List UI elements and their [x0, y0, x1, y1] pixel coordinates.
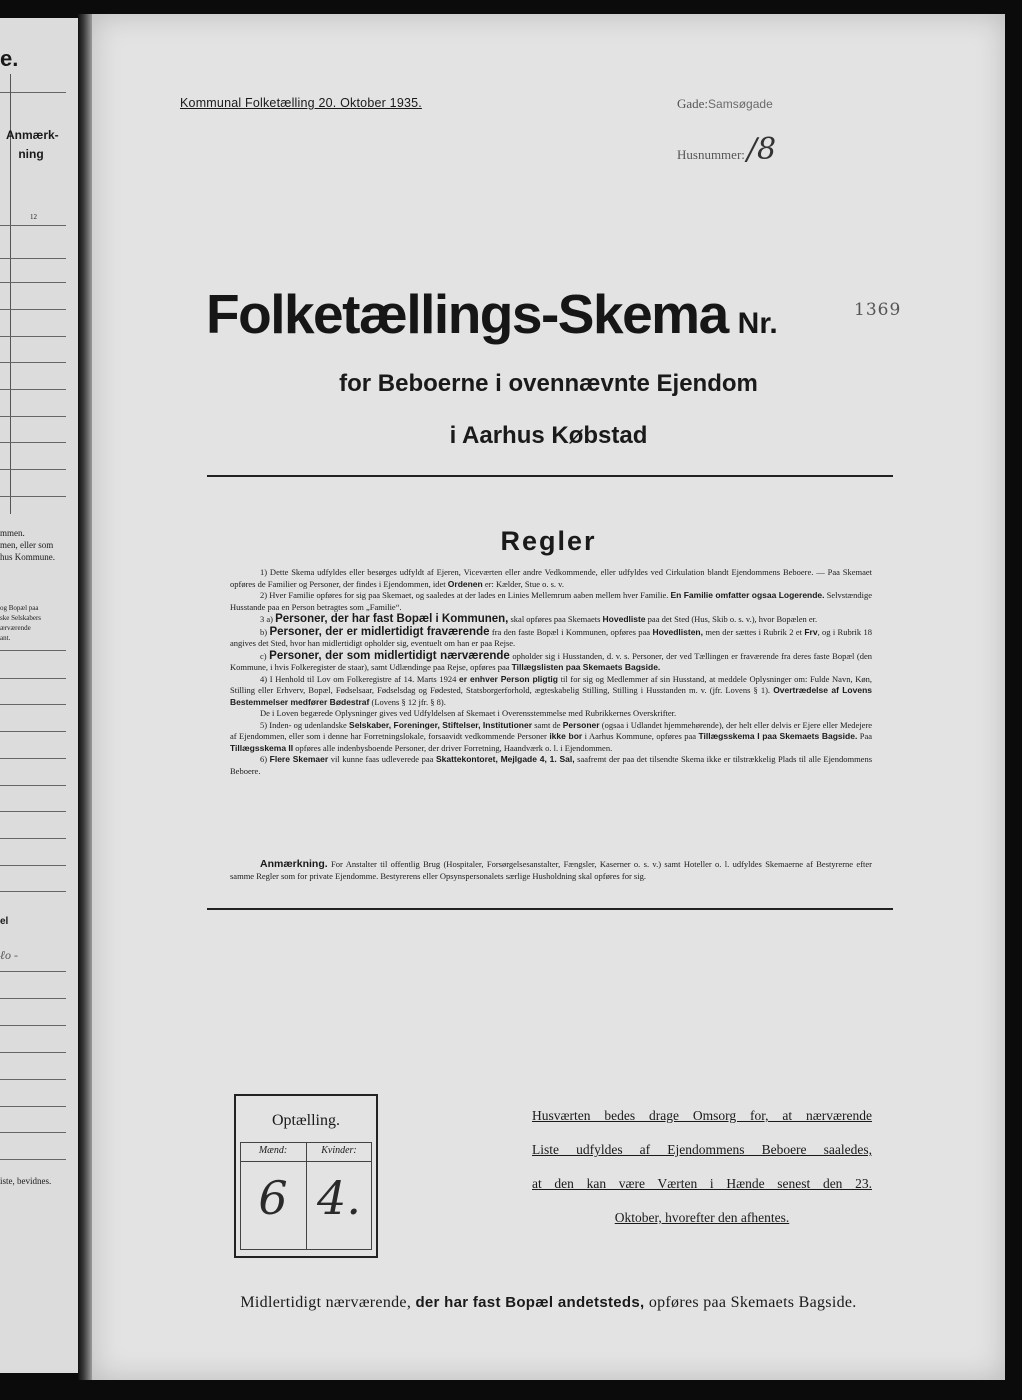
left-page-row-line [0, 998, 66, 999]
left-page-corner-letter: e. [0, 46, 19, 71]
left-page-row-line [0, 442, 66, 443]
notice-line: Oktober, hvorefter den afhentes. [614, 1210, 790, 1225]
landlord-notice [532, 1099, 872, 1235]
rules-heading: Regler [500, 526, 597, 556]
rule-6: 6) Flere Skemaer vil kunne faas udleverede paa Skattekontoret, Mejlgade 4, 1. Sal, saafremt der paa det tilsendte Skema ikke er tilstrækkelig Plads til alle Ejendommens Beboere. [230, 754, 873, 776]
remark-label: Anmærkning. [260, 858, 328, 870]
form-title [206, 282, 778, 346]
count-box [234, 1094, 378, 1258]
notice-line: Husværten bedes drage Omsorg for, at nærværende [532, 1108, 872, 1123]
street-value: Samsøgade [708, 97, 773, 111]
left-page-el-label: el [0, 916, 9, 927]
form-title-main: Folketællings-Skema [206, 283, 728, 345]
remark-text: For Anstalter til offentlig Brug (Hospitaler, Forsørgelsesanstalter, Fængsler, Kaserner o. s. v.) samt Hoteller o. l. udfyldes Skemaerne af Bestyrerne efter samme Regler som for private Ejendomme. Bestyrerens eller Opsynspersonalets særlige Husholdning skal opføres for sig. [230, 859, 872, 881]
left-page-row-line [0, 785, 66, 786]
house-number-field [677, 132, 776, 167]
left-page-row-line [0, 1079, 66, 1080]
house-number-value: /8 [746, 132, 777, 167]
left-page-row-line [0, 891, 66, 892]
women-label: Kvinder: [321, 1145, 357, 1156]
rules-text [230, 567, 872, 777]
footer-pre: Midlertidigt nærværende, [240, 1294, 412, 1311]
left-page-row-line [0, 469, 66, 470]
left-page-row-line [0, 389, 66, 390]
rule-5: 5) Inden- og udenlandske Selskaber, Foreninger, Stiftelser, Institutioner samt de Personer (ogsaa i Udlandet hjemmehørende), der helt eller delvis er Ejere eller Medejere af Ejendommen, eller som i denne har Forretningslokale, forsaavidt vedkommende Personer ikke bor i Aarhus Kommune, opføres paa Tillægsskema I paa Skemaets Bagside. Paa Tillægsskema II opføres alle indenbysboende Personer, der driver Forretning, Haandværk o. l. i Ejendommen. [230, 719, 873, 753]
left-page-note-line: mmen. [0, 528, 25, 538]
notice-line: at den kan være Værten i Hænde senest den 23. [532, 1176, 872, 1191]
left-page-row-line [0, 1106, 66, 1107]
rule-2: 2) Hver Familie opføres for sig paa Skemaet, og saaledes at der lades en Linies Mellemrum aaben mellem hver Familie. En Familie omfatter ogsaa Logerende. Selvstændige Husstande paa en Person betragtes som „Familie“. [230, 590, 872, 612]
left-page-row-line [0, 1159, 66, 1160]
women-count: 4. [317, 1171, 361, 1225]
left-page-row-line [0, 282, 66, 283]
left-page-row-line [0, 704, 66, 705]
footer-bold: der har fast Bopæl andetsteds, [415, 1294, 645, 1311]
street-label: Gade: [677, 96, 709, 111]
left-page-row-line [0, 1132, 66, 1133]
left-page-row-line [0, 225, 66, 226]
left-page-row-line [0, 838, 66, 839]
left-page-tiny-line: ærværende [0, 624, 31, 632]
left-page-note-line: men, eller som [0, 540, 54, 550]
left-page-row-line [0, 258, 66, 259]
men-label: Mænd: [258, 1145, 288, 1156]
rule-4b: De i Loven begærede Oplysninger gives ved Udfyldelsen af Skemaet i Overensstemmelse med Rubrikkernes Overskrifter. [260, 708, 677, 718]
left-page-row-line [0, 362, 66, 363]
rule-3a: 3 a) Personer, der har fast Bopæl i Kommunen, skal opføres paa Skemaets Hovedliste paa det Sted (Hus, Skib o. s. v.), hvor Bopælen er. [260, 613, 818, 625]
house-number-label: Husnummer: [677, 147, 745, 162]
left-page-row-line [0, 416, 66, 417]
count-box-header-line [241, 1161, 371, 1162]
left-page-note-line: hus Kommune. [0, 552, 55, 562]
rule-4: 4) I Henhold til Lov om Folkeregistre af 14. Marts 1924 er enhver Person pligtig til for sig og Medlemmer af sin Husstand, at meddele Oplysninger om: Fulde Navn, Køn, Stilling eller Erhverv, Bopæl, Fødselsaar, Fødselsdag og Fødested, Statsborgerforhold, ægteskabelig Stilling, Stilling i Husstanden m. v. (jfr. Lovens § 1). Overtrædelse af Lovens Bestemmelser medfører Bødestraf (Lovens § 12 jfr. § 8). [230, 673, 873, 707]
form-subtitle: for Beboerne i ovennævnte Ejendom [339, 370, 758, 397]
rule-1: 1) Dette Skema udfyldes eller besørges udfyldt af Ejeren, Viceværten eller andre Vedkommende, eller udfyldes ved Cirkulation blandt Ejendommens Beboere. — Paa Skemaet opføres de Familier og Personer, der findes i Ejendommen, idet Ordenen er: Kælder, Stue o. s. v. [230, 567, 872, 589]
form-subtitle-city: i Aarhus Købstad [449, 422, 648, 449]
left-page-row-line [0, 758, 66, 759]
rule-3b: b) Personer, der er midlertidigt fraværende fra den faste Bopæl i Kommunen, opføres paa Hovedlisten, men der sættes i Rubrik 2 et Frv, og i Rubrik 18 angives det Sted, hvor han midlertidigt opholder sig, eventuelt om han er paa Rejse. [230, 625, 873, 648]
left-page-row-line [0, 309, 66, 310]
left-page-tiny-line: ant. [0, 634, 11, 642]
left-page-row-line [0, 650, 66, 651]
left-page-tiny-line: ske Selskabers [0, 614, 42, 622]
left-page-handwriting: ℓo - [0, 948, 18, 962]
left-page-row-line [0, 811, 66, 812]
footer-note [92, 1294, 1005, 1312]
left-page-row-line [0, 731, 66, 732]
left-page-tiny-line: og Bopæl paa [0, 604, 39, 612]
divider-rule [207, 908, 893, 910]
census-form-page [92, 14, 1005, 1380]
left-page-column-number: 12 [30, 213, 37, 221]
left-page-fragment [0, 18, 78, 1373]
left-page-row-line [0, 678, 66, 679]
count-box-table [240, 1142, 372, 1250]
count-box-title: Optælling. [271, 1112, 340, 1129]
footer-post: opføres paa Skemaets Bagside. [648, 1294, 857, 1311]
left-page-row-line [0, 1052, 66, 1053]
divider-rule [207, 475, 893, 477]
men-count: 6 [258, 1171, 288, 1225]
left-page-row-line [0, 971, 66, 972]
census-date-line: Kommunal Folketælling 20. Oktober 1935. [180, 96, 422, 110]
form-number-stamp: 1369 [854, 300, 902, 320]
street-field [677, 96, 773, 112]
form-number-label: Nr. [737, 307, 778, 340]
left-page-row-line [0, 865, 66, 866]
left-page-column-header: Anmærk-ning [6, 128, 59, 161]
notice-line: Liste udfyldes af Ejendommens Beboere saaledes, [532, 1142, 872, 1157]
book-fold [78, 14, 92, 1380]
left-page-row-line [0, 496, 66, 497]
remark-section [230, 858, 872, 882]
left-page-bottom-text: iste, bevidnes. [0, 1176, 52, 1186]
left-page-row-line [0, 336, 66, 337]
rule-3c: c) Personer, der som midlertidigt nærværende opholder sig i Husstanden, d. v. s. Personer, der ved Tællingen er fraværende fra deres faste Bopæl (den Kommune, i hvis Folkeregister de staar), samt Udlændinge paa Rejse, opføres paa Tillægslisten paa Skemaets Bagside. [230, 649, 873, 672]
left-page-row-line [0, 1025, 66, 1026]
